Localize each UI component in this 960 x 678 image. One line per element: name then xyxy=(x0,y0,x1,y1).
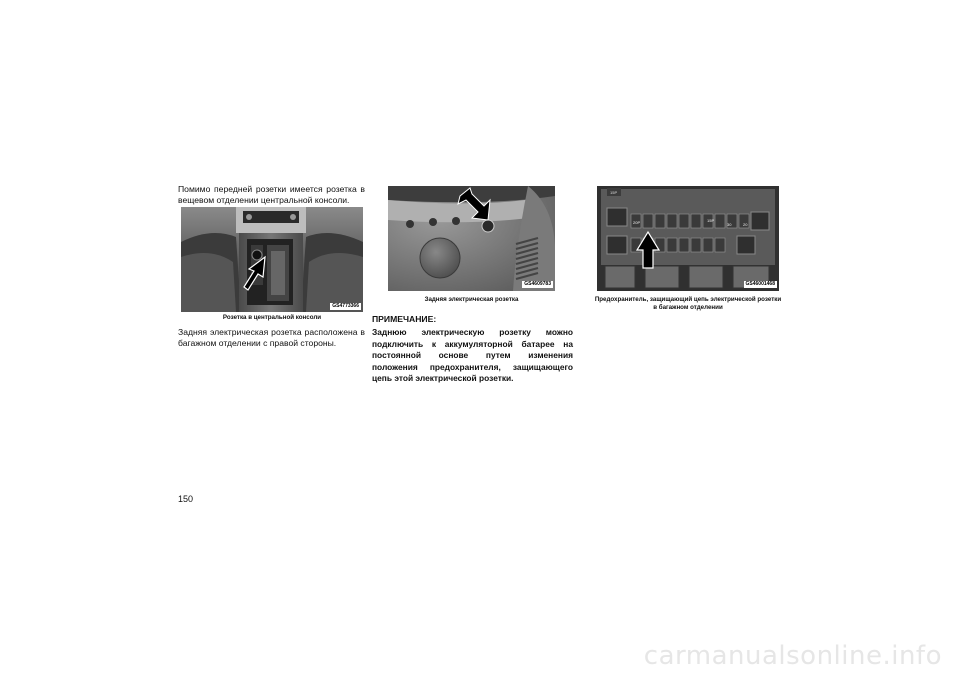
fuse-label: 15P xyxy=(707,218,715,223)
fuse-label: 20P xyxy=(633,220,641,225)
figure-caption: Задняя электрическая розетка xyxy=(424,296,519,303)
page-number: 150 xyxy=(178,494,194,504)
figure-caption: Розетка в центральной консоли xyxy=(222,314,322,321)
fuse-label: 20 xyxy=(743,222,748,227)
figure-caption-line2: в багажном отделении xyxy=(653,304,723,311)
figure-caption-line1: Предохранитель, защищающий цепь электрической розетки xyxy=(594,296,782,303)
rear-outlet-paragraph: Задняя электрическая розетка расположена в багажном отделении с правой стороны. xyxy=(178,327,365,348)
figure-code: GS46001468 xyxy=(745,281,775,287)
note-heading: ПРИМЕЧАНИЕ: xyxy=(372,314,437,324)
figure-code: GS4773366 xyxy=(332,303,359,309)
figure-code: GS4609783 xyxy=(524,281,551,287)
intro-paragraph: Помимо передней розетки имеется розетка в вещевом отделении центральной консоли. xyxy=(178,184,365,205)
note-text: Заднюю электрическую розетку можно подключить к аккумуляторной батарее на постоянной основе путем изменения положения предохранителя, защищающего цепь этой электрической розетки. xyxy=(372,327,573,383)
rear-outlet-photo xyxy=(388,186,555,291)
watermark: carmanualsonline.info xyxy=(643,641,942,671)
fuse-box-photo xyxy=(597,186,779,291)
center-console-outlet-photo xyxy=(181,207,363,312)
fuse-label: 15P xyxy=(610,190,618,195)
fuse-label: 30 xyxy=(727,222,732,227)
